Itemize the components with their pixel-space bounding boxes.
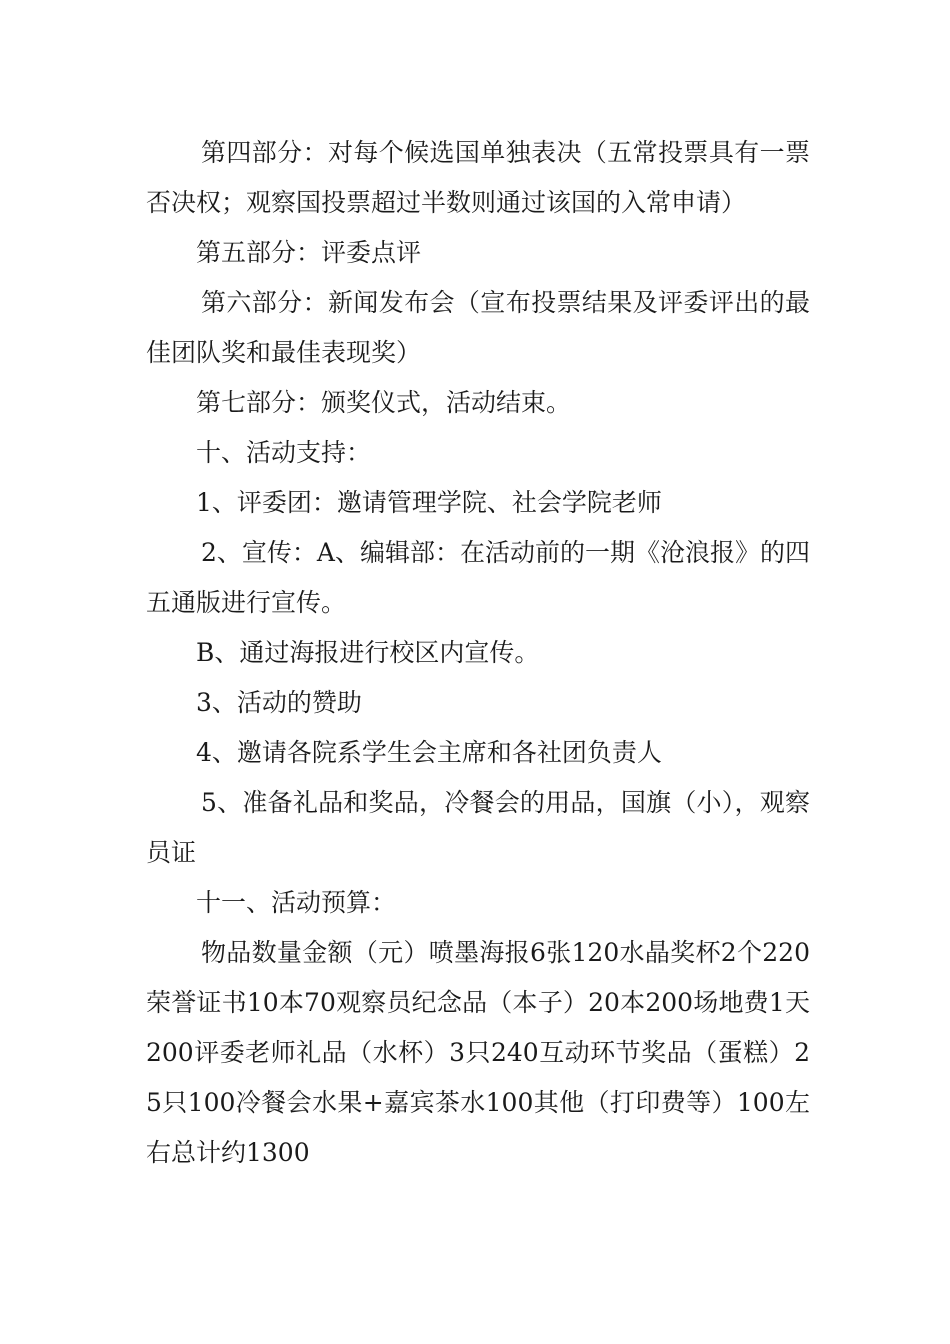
- section-heading-budget: 十一、活动预算：: [196, 888, 397, 917]
- paragraph-part-five: 第五部分：评委点评: [196, 238, 422, 267]
- document-body: [146, 128, 810, 1178]
- paragraph-part-six: 第六部分：新闻发布会（宣布投票结果及评委评出的最佳团队奖和最佳表现奖）: [146, 288, 810, 367]
- paragraph-part-seven: 第七部分：颁奖仪式，活动结束。: [196, 388, 572, 417]
- paragraph-part-four: 第四部分：对每个候选国单独表决（五常投票具有一票否决权；观察国投票超过半数则通过该国的入常申请）: [146, 138, 810, 217]
- paragraph-budget-items: 物品数量金额（元）喷墨海报6张120水晶奖杯2个220荣誉证书10本70观察员纪念品（本子）20本200场地费1天200评委老师礼品（水杯）3只240互动环节奖品（蛋糕）25只100冷餐会水果+嘉宾茶水100其他（打印费等）100左右总计约1300: [146, 938, 810, 1167]
- section-heading-support: 十、活动支持：: [196, 438, 372, 467]
- paragraph-support-invitations: 4、邀请各院系学生会主席和各社团负责人: [196, 738, 662, 767]
- paragraph-support-sponsorship: 3、活动的赞助: [196, 688, 362, 717]
- paragraph-support-posters: B、通过海报进行校区内宣传。: [196, 638, 540, 667]
- paragraph-support-publicity: 2、宣传：A、编辑部：在活动前的一期《沧浪报》的四五通版进行宣传。: [146, 538, 810, 617]
- paragraph-support-supplies: 5、准备礼品和奖品，冷餐会的用品，国旗（小），观察员证: [146, 788, 810, 867]
- paragraph-support-judges: 1、评委团：邀请管理学院、社会学院老师: [196, 488, 662, 517]
